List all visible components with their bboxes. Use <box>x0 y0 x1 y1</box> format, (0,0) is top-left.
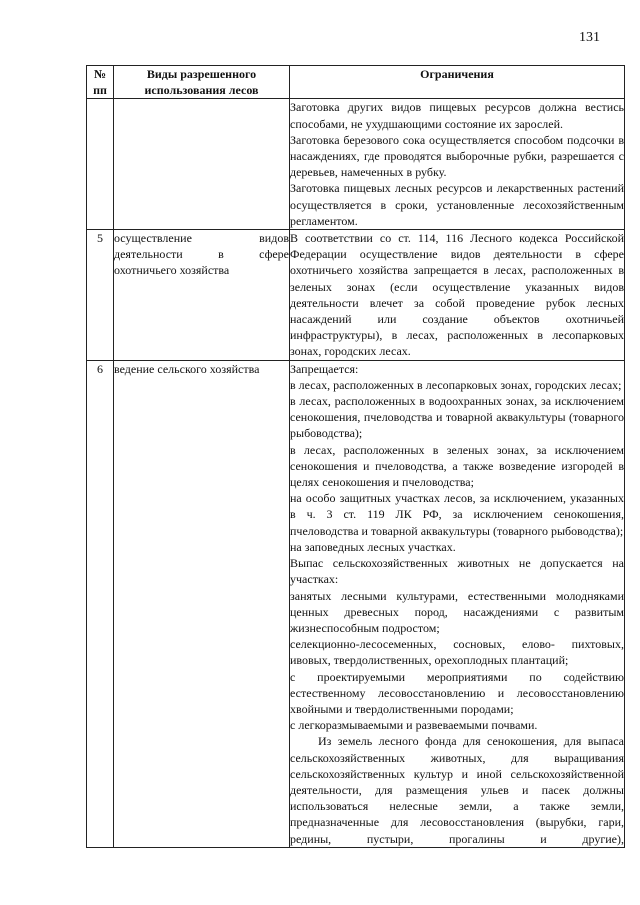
restrictions-table <box>86 65 625 848</box>
limitation-paragraph: Выпас сельскохозяйственных животных не допускается на участках: <box>290 556 624 587</box>
limitation-paragraph: на заповедных лесных участках. <box>290 539 456 554</box>
limitation-paragraph: Запрещается: <box>290 361 359 376</box>
row-limitations <box>290 99 625 230</box>
usage-kind-text: осуществление видов деятельности в сфере охотничьего хозяйства <box>114 231 289 278</box>
row-limitations <box>290 360 625 847</box>
limitation-paragraph: в лесах, расположенных в лесопарковых зонах, городских лесах; <box>290 377 622 392</box>
limitation-paragraph: занятых лесными культурами, естественными молодняками ценных древесных пород, насаждениями с развитым жизнеспособным подростом; <box>290 588 624 635</box>
limitation-paragraph: с легкоразмываемыми и развеваемыми почвами. <box>290 718 538 733</box>
limitation-paragraph: Заготовка березового сока осуществляется способом подсочки в насаждениях, где проводятся выборочные рубки, разрешается с деревьев, намеченных в рубку. <box>290 132 624 180</box>
header-number: № пп <box>87 66 114 99</box>
limitation-paragraph: селекционно-лесосеменных, сосновых, елово- пихтовых, ивовых, твердолиственных, орехоплодных плантаций; <box>290 637 624 668</box>
row-number: 6 <box>87 360 114 847</box>
header-limitations: Ограничения <box>290 66 625 99</box>
row-usage-kind <box>114 99 290 230</box>
limitation-paragraph: на особо защитных участках лесов, за исключением, указанных в ч. 3 ст. 119 ЛК РФ, за исключением сенокошения, пчеловодства и товарной аквакультуры (товарного рыбоводства); <box>290 491 624 538</box>
row-number <box>87 99 114 230</box>
limitation-paragraph: Заготовка пищевых лесных ресурсов и лекарственных растений осуществляется в сроки, установленные лесохозяйственным регламентом. <box>290 181 624 228</box>
usage-kind-text: ведение сельского хозяйства <box>114 361 260 376</box>
row-usage-kind <box>114 230 290 361</box>
table-header-row <box>87 66 625 99</box>
row-number: 5 <box>87 230 114 361</box>
row-usage-kind <box>114 360 290 847</box>
limitation-paragraph: с проектируемыми мероприятиями по содействию естественному лесовосстановлению и лесовосстановлению хвойными и твердолиственными породами; <box>290 669 624 716</box>
limitation-paragraph: Из земель лесного фонда для сенокошения, для выпаса сельскохозяйственных животных, для выращивания сельскохозяйственных культур и иной сельскохозяйственной деятельности, для размещения ульев и пасек должны использоваться нелесные земли, а также земли, предназначенные для лесовосстановления (вырубки, гари, редины, пустыри, прогалины и другие), <box>290 734 624 846</box>
limitation-paragraph: В соответствии со ст. 114, 116 Лесного кодекса Российской Федерации осуществление видов деятельности в сфере охотничьего хозяйства запрещается в лесах, расположенных в зеленых зонах (если осуществление указанных видов деятельности влечет за собой проведение рубок лесных насаждений или создание объектов охотничьей инфраструктуры), в лесах, расположенных в лесопарковых зонах, городских лесах. <box>290 231 624 359</box>
limitation-paragraph: в лесах, расположенных в зеленых зонах, за исключением сенокошения и пчеловодства, а также возведение изгородей в целях сенокошения и пчеловодства; <box>290 442 624 490</box>
table-row <box>87 99 625 230</box>
row-limitations <box>290 230 625 361</box>
page-number: 131 <box>579 30 600 45</box>
limitation-paragraph: Заготовка других видов пищевых ресурсов должна вестись способами, не ухудшающими состояние их зарослей. <box>290 100 624 131</box>
header-usage-kind: Виды разрешенного использования лесов <box>114 66 290 99</box>
table-row <box>87 360 625 847</box>
table-row <box>87 230 625 361</box>
limitation-paragraph: в лесах, расположенных в водоохранных зонах, за исключением сенокошения, пчеловодства и товарной аквакультуры (товарного рыбоводства); <box>290 394 624 441</box>
